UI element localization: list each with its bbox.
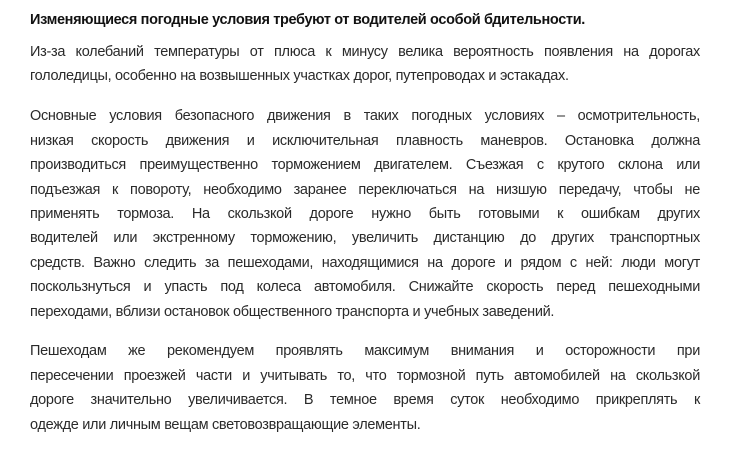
paragraph-driving-conditions: [30, 104, 700, 324]
text-line: низкая скорость движения и исключительная плавность маневров. Остановка должна: [30, 132, 700, 149]
paragraph-ice-warning: [30, 40, 700, 89]
article: [30, 8, 700, 453]
text-line: гололедицы, особенно на возвышенных участках дорог, путепроводах и эстакадах.: [30, 68, 569, 85]
text-line: переходами, вблизи остановок общественного транспорта и учебных заведений.: [30, 303, 555, 320]
text-line: средств. Важно следить за пешеходами, находящимися на дороге и рядом с ней: люди могут: [30, 254, 700, 271]
text-line: водителей или экстренному торможению, увеличить дистанцию до других транспортных: [30, 230, 700, 247]
text-line: одежде или личным вещам световозвращающие элементы.: [30, 416, 421, 433]
article-heading: Изменяющиеся погодные условия требуют от водителей особой бдительности.: [30, 12, 585, 28]
text-line: производиться преимущественно торможением двигателем. Съезжая с крутого склона или: [30, 157, 700, 174]
text-line: Пешеходам же рекомендуем проявлять максимум внимания и осторожности при: [30, 343, 700, 360]
text-line: пересечении проезжей части и учитывать то, что тормозной путь автомобилей на скользкой: [30, 367, 700, 384]
text-line: поскользнуться и упасть под колеса автомобиля. Снижайте скорость перед пешеходными: [30, 279, 700, 296]
text-line: применять тормоза. На скользкой дороге нужно быть готовыми к ошибкам других: [30, 205, 700, 222]
text-line: Основные условия безопасного движения в таких погодных условиях – осмотрительность,: [30, 108, 700, 125]
text-line: подъезжая к повороту, необходимо заранее переключаться на низшую передачу, чтобы не: [30, 181, 700, 198]
text-line: дороге значительно увеличивается. В темное время суток необходимо прикреплять к: [30, 392, 700, 409]
paragraph-pedestrians: [30, 339, 700, 437]
text-line: Из-за колебаний температуры от плюса к минусу велика вероятность появления на дорогах: [30, 44, 700, 60]
